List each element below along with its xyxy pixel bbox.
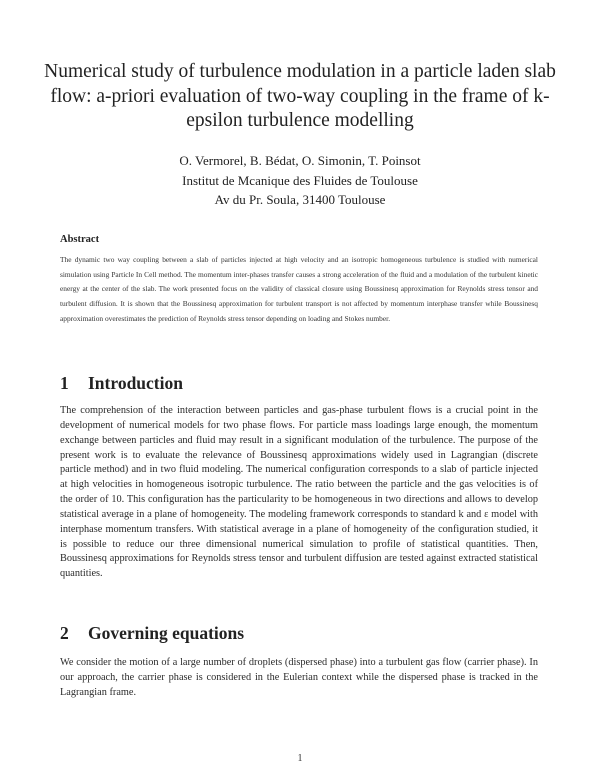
abstract-text: The dynamic two way coupling between a slab of particles injected at high velocity and an isotropic homogeneous turbulence is studied with numerical simulation using Particle In Cell method. The momentum inter-phases transfer causes a strong acceleration of the fluid and a modulation of the turbulent kinetic energy at the center of the slab. The work presented focus on the validity of classical closure using Boussinesq approximation for Reynolds stress tensor and turbulent diffusion. It is shown that the Boussinesq approximation for turbulent transport is not affected by momentum interphase transfer while Boussinesq approximation overestimates the prediction of Reynolds stress tensor depending on loading and Stokes number. [60, 255, 538, 323]
abstract-heading: Abstract [60, 234, 100, 245]
section-number: 2 [60, 623, 69, 643]
paper-title: Numerical study of turbulence modulation in a particle laden slab flow: a-priori evaluation of two-way coupling in the frame of k-epsilon turbulence modelling [44, 61, 556, 131]
section-introduction-heading [60, 373, 183, 394]
author-names: O. Vermorel, B. Bédat, O. Simonin, T. Poinsot [179, 153, 421, 168]
author-block [40, 151, 560, 210]
introduction-text: The comprehension of the interaction between particles and gas-phase turbulent flows is a crucial point in the development of numerical models for two phase flows. For particle mass loadings large enough, the momentum exchange between particles and fluid may result in a significant modulation of the turbulence. The purpose of the present work is to evaluate the relevance of Boussinesq approximations widely used in Lagrangian (discrete particle method) and in two fluid modeling. The numerical configuration corresponds to a slab of particle injected at high velocities in homogeneous isotropic turbulence. The ratio between the particle and the gas velocities is of the order of 10. This configuration has the particularity to be homogeneous in two directions and allows to develop statistical average in a plane of homogeneity. The modeling framework corresponds to standard k and ε model with interphase momentum transfers. With statistical average in a plane of homogeneity of the configuration studied, it is possible to reduce our three dimensional numerical simulation to profile of statistical quantities. Then, Boussinesq approximations for Reynolds stress tensor and turbulent diffusion are tested against extracted statistical quantities. [60, 405, 538, 580]
section-title: Introduction [88, 373, 183, 393]
section-governing-equations-heading [60, 623, 244, 644]
section-title: Governing equations [88, 623, 245, 643]
author-institution: Institut de Mcanique des Fluides de Toulouse [182, 172, 418, 188]
governing-equations-text: We consider the motion of a large number of droplets (dispersed phase) into a turbulent gas flow (carrier phase). In our approach, the carrier phase is considered in the Eulerian context while the dispersed phase is tracked in the Lagrangian frame. [60, 657, 538, 698]
author-address: Av du Pr. Soula, 31400 Toulouse [214, 192, 386, 207]
section-number: 1 [60, 373, 69, 393]
page-number: 1 [297, 753, 303, 764]
